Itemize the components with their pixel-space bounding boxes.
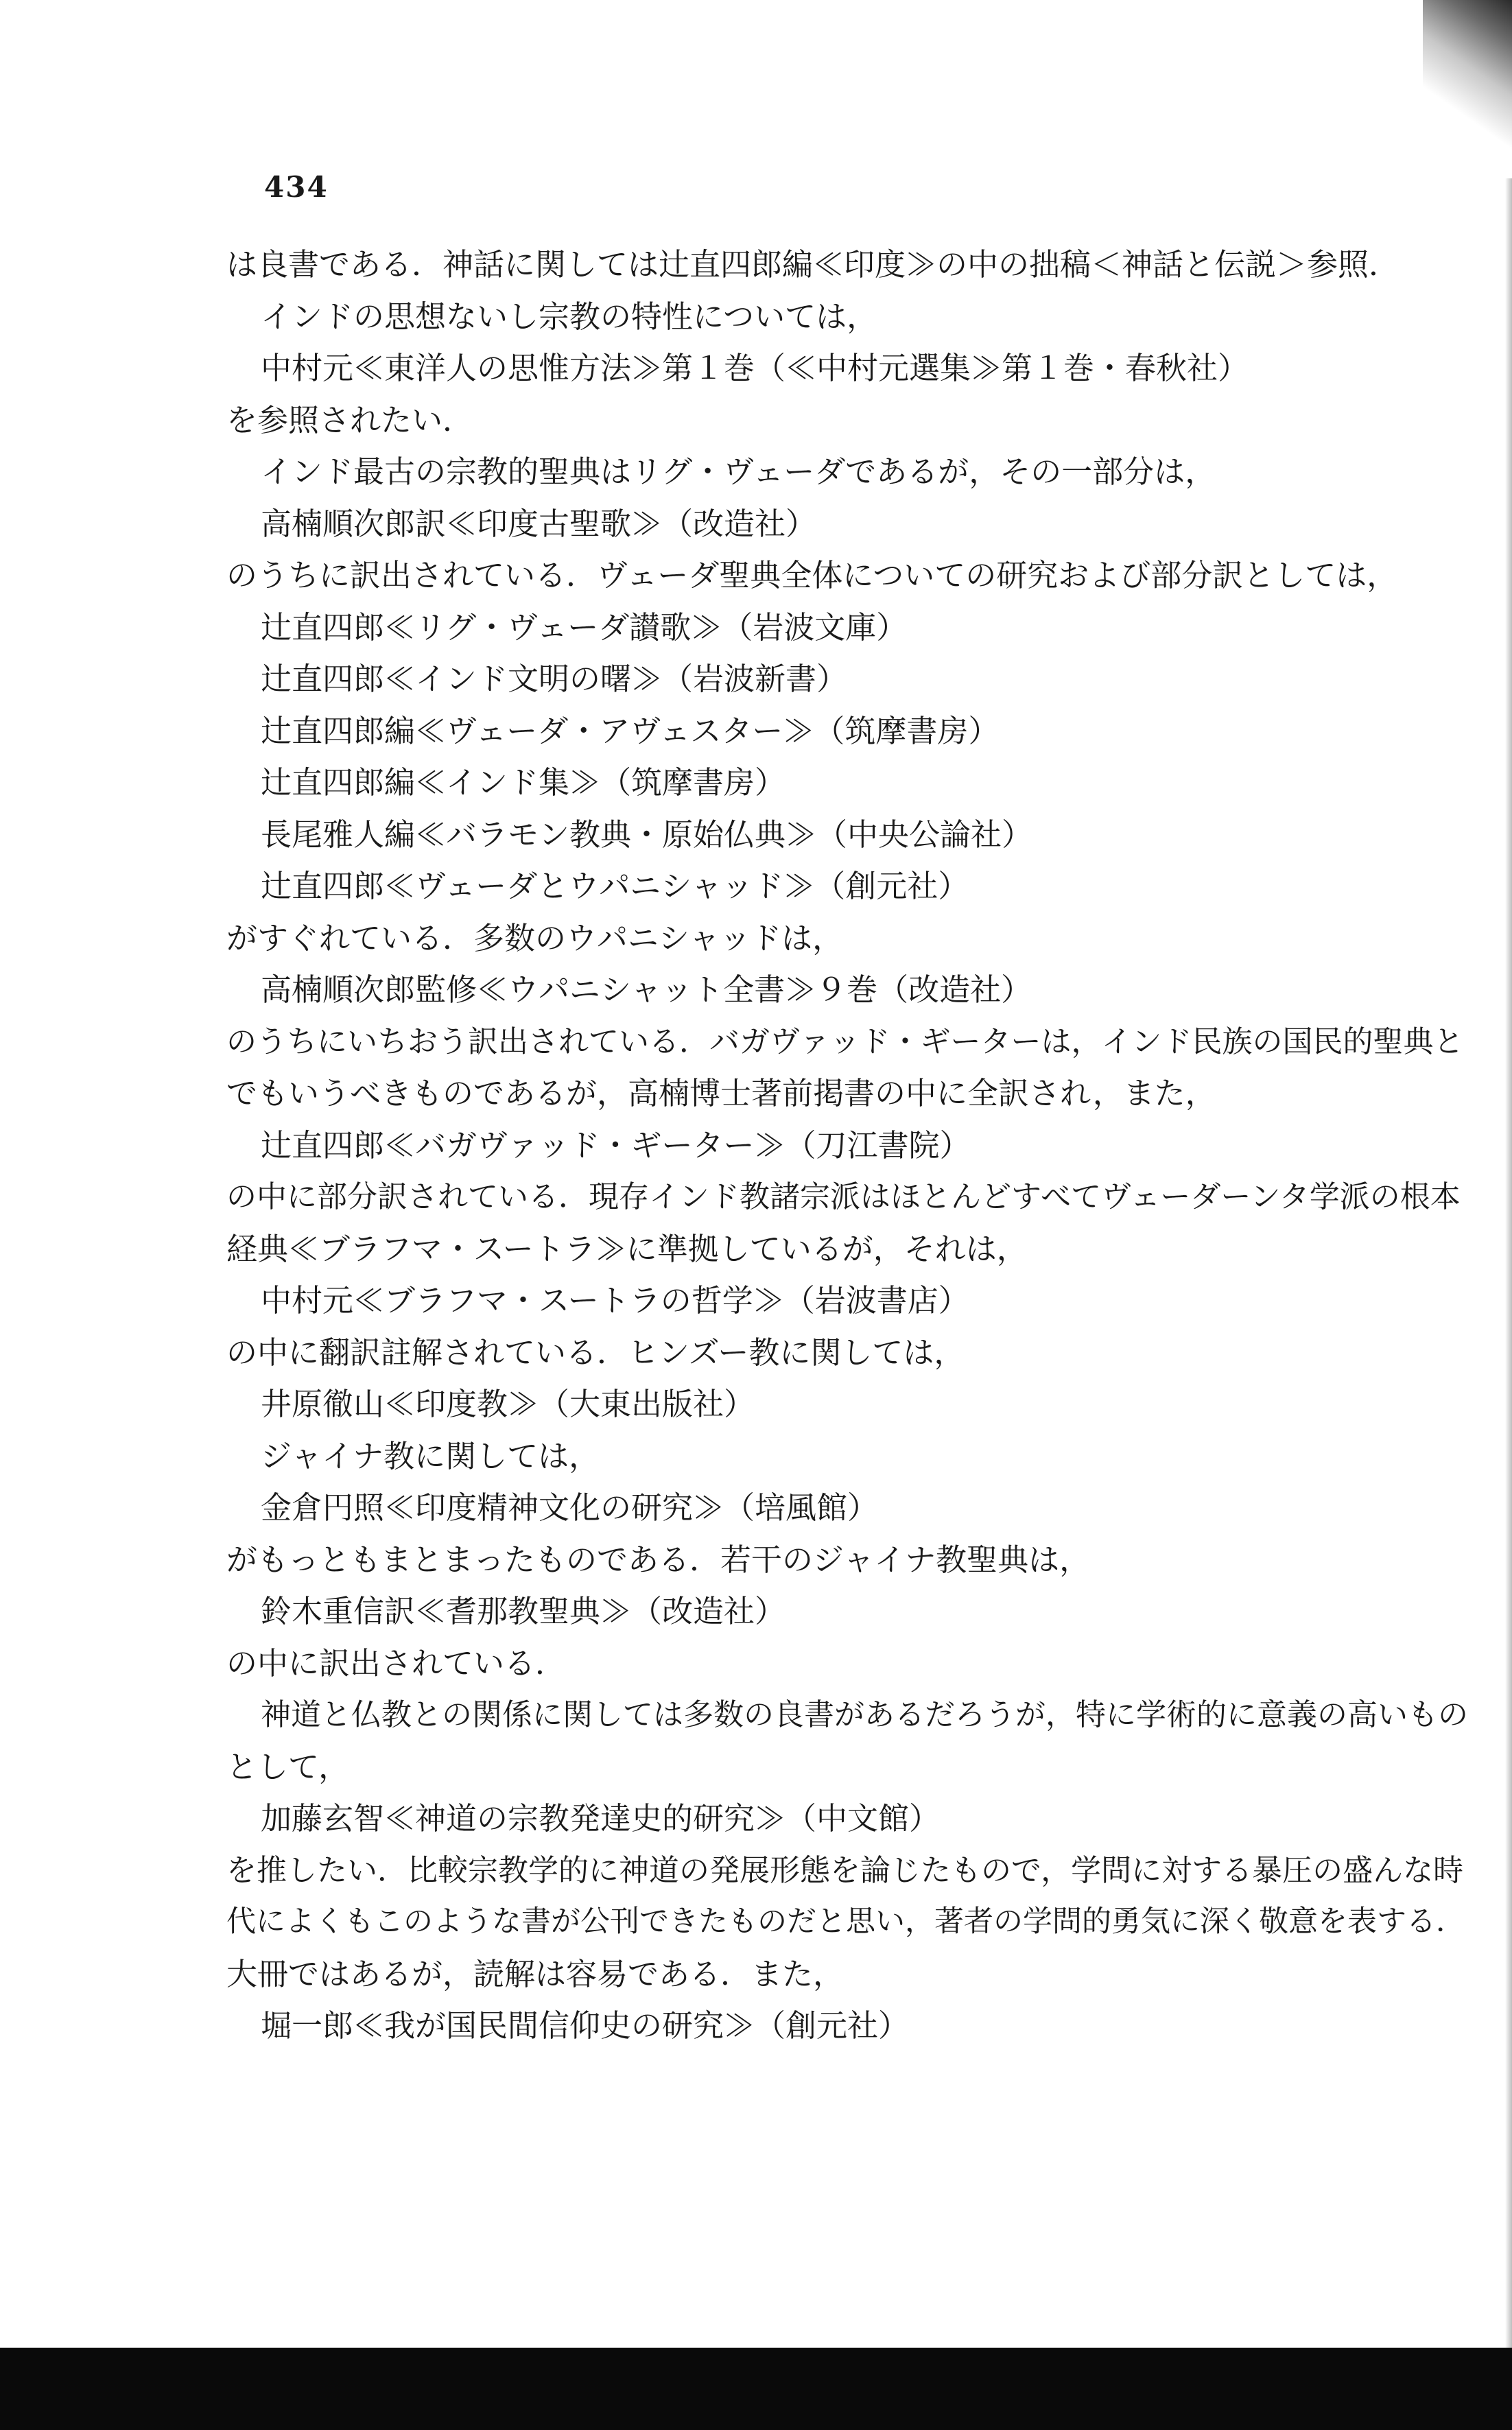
text-line: 堀一郎≪我が国民間信仰史の研究≫（創元社） xyxy=(261,2007,910,2044)
text-line: 経典≪ブラフマ・スートラ≫に準拠しているが，それは， xyxy=(226,1230,1028,1267)
text-line: 鈴木重信訳≪耆那教聖典≫（改造社） xyxy=(261,1593,786,1629)
text-line: がすぐれている．多数のウパニシャッドは， xyxy=(226,919,844,956)
text-line: 高楠順次郎監修≪ウパニシャット全書≫９巻（改造社） xyxy=(261,971,1032,1008)
text-line: のうちにいちおう訳出されている．バガヴァッド・ギーターは，インド民族の国民的聖典と xyxy=(226,1024,1464,1059)
text-line: 辻直四郎≪ヴェーダとウパニシャッド≫（創元社） xyxy=(261,868,969,904)
text-line: のうちに訳出されている．ヴェーダ聖典全体についての研究および部分訳としては， xyxy=(226,557,1398,593)
text-line: 辻直四郎≪バガヴァッド・ギーター≫（刀江書院） xyxy=(261,1126,971,1164)
text-line: 辻直四郎編≪ヴェーダ・アヴェスター≫（筑摩書房） xyxy=(261,712,1000,749)
text-line: インド最古の宗教的聖典はリグ・ヴェーダであるが，その一部分は， xyxy=(261,453,1216,490)
text-line: 高楠順次郎訳≪印度古聖歌≫（改造社） xyxy=(261,505,817,542)
text-line: の中に翻訳註解されている．ヒンズー教に関しては， xyxy=(226,1334,965,1371)
text-line: インドの思想ないし宗教の特性については， xyxy=(261,298,878,335)
page-curl-shadow xyxy=(1423,0,1512,178)
text-line: 加藤玄智≪神道の宗教発達史的研究≫（中文館） xyxy=(261,1800,941,1837)
text-line: 大冊ではあるが，読解は容易である．また， xyxy=(226,1955,844,1992)
text-line: 井原徹山≪印度教≫（大東出版社） xyxy=(261,1386,755,1422)
text-line: 神道と仏教との関係に関しては多数の良書があるだろうが，特に学術的に意義の高いもの xyxy=(261,1697,1468,1732)
page-number: 434 xyxy=(264,170,329,204)
text-line: 金倉円照≪印度精神文化の研究≫（培風館） xyxy=(261,1489,879,1526)
text-line: 中村元≪東洋人の思惟方法≫第１巻（≪中村元選集≫第１巻・春秋社） xyxy=(261,350,1249,386)
text-line: 代によくもこのような書が公刊できたものだと思い，著者の学問的勇気に深く敬意を表する． xyxy=(226,1904,1465,1939)
text-line: 辻直四郎編≪インド集≫（筑摩書房） xyxy=(261,764,786,801)
page-edge-shadow xyxy=(1505,178,1512,2348)
text-line: を推したい．比較宗教学的に神道の発展形態を論じたもので，学問に対する暴圧の盛んな時 xyxy=(226,1852,1464,1888)
scan-border-bottom xyxy=(0,2348,1512,2430)
text-line: は良書である．神話に関しては辻直四郎編≪印度≫の中の拙稿＜神話と伝説＞参照． xyxy=(226,246,1400,283)
text-line: の中に部分訳されている．現存インド教諸宗派はほとんどすべてヴェーダーンタ学派の根本 xyxy=(226,1179,1461,1214)
text-line: 長尾雅人編≪バラモン教典・原始仏典≫（中央公論社） xyxy=(261,816,1033,853)
text-line: の中に訳出されている． xyxy=(226,1644,567,1682)
text-line: 中村元≪ブラフマ・スートラの哲学≫（岩波書店） xyxy=(261,1282,969,1319)
text-line: 辻直四郎≪インド文明の曙≫（岩波新書） xyxy=(261,661,848,697)
text-line: 辻直四郎≪リグ・ヴェーダ讃歌≫（岩波文庫） xyxy=(261,609,908,646)
text-line: がもっともまとまったものである．若干のジャイナ教聖典は， xyxy=(226,1541,1091,1578)
body-text xyxy=(226,239,1475,2052)
text-line: でもいうべきものであるが，高楠博士著前掲書の中に全訳され，また， xyxy=(226,1075,1216,1111)
text-line: を参照されたい． xyxy=(226,401,474,438)
text-line: ジャイナ教に関しては， xyxy=(261,1437,600,1474)
text-line: として， xyxy=(226,1748,350,1785)
